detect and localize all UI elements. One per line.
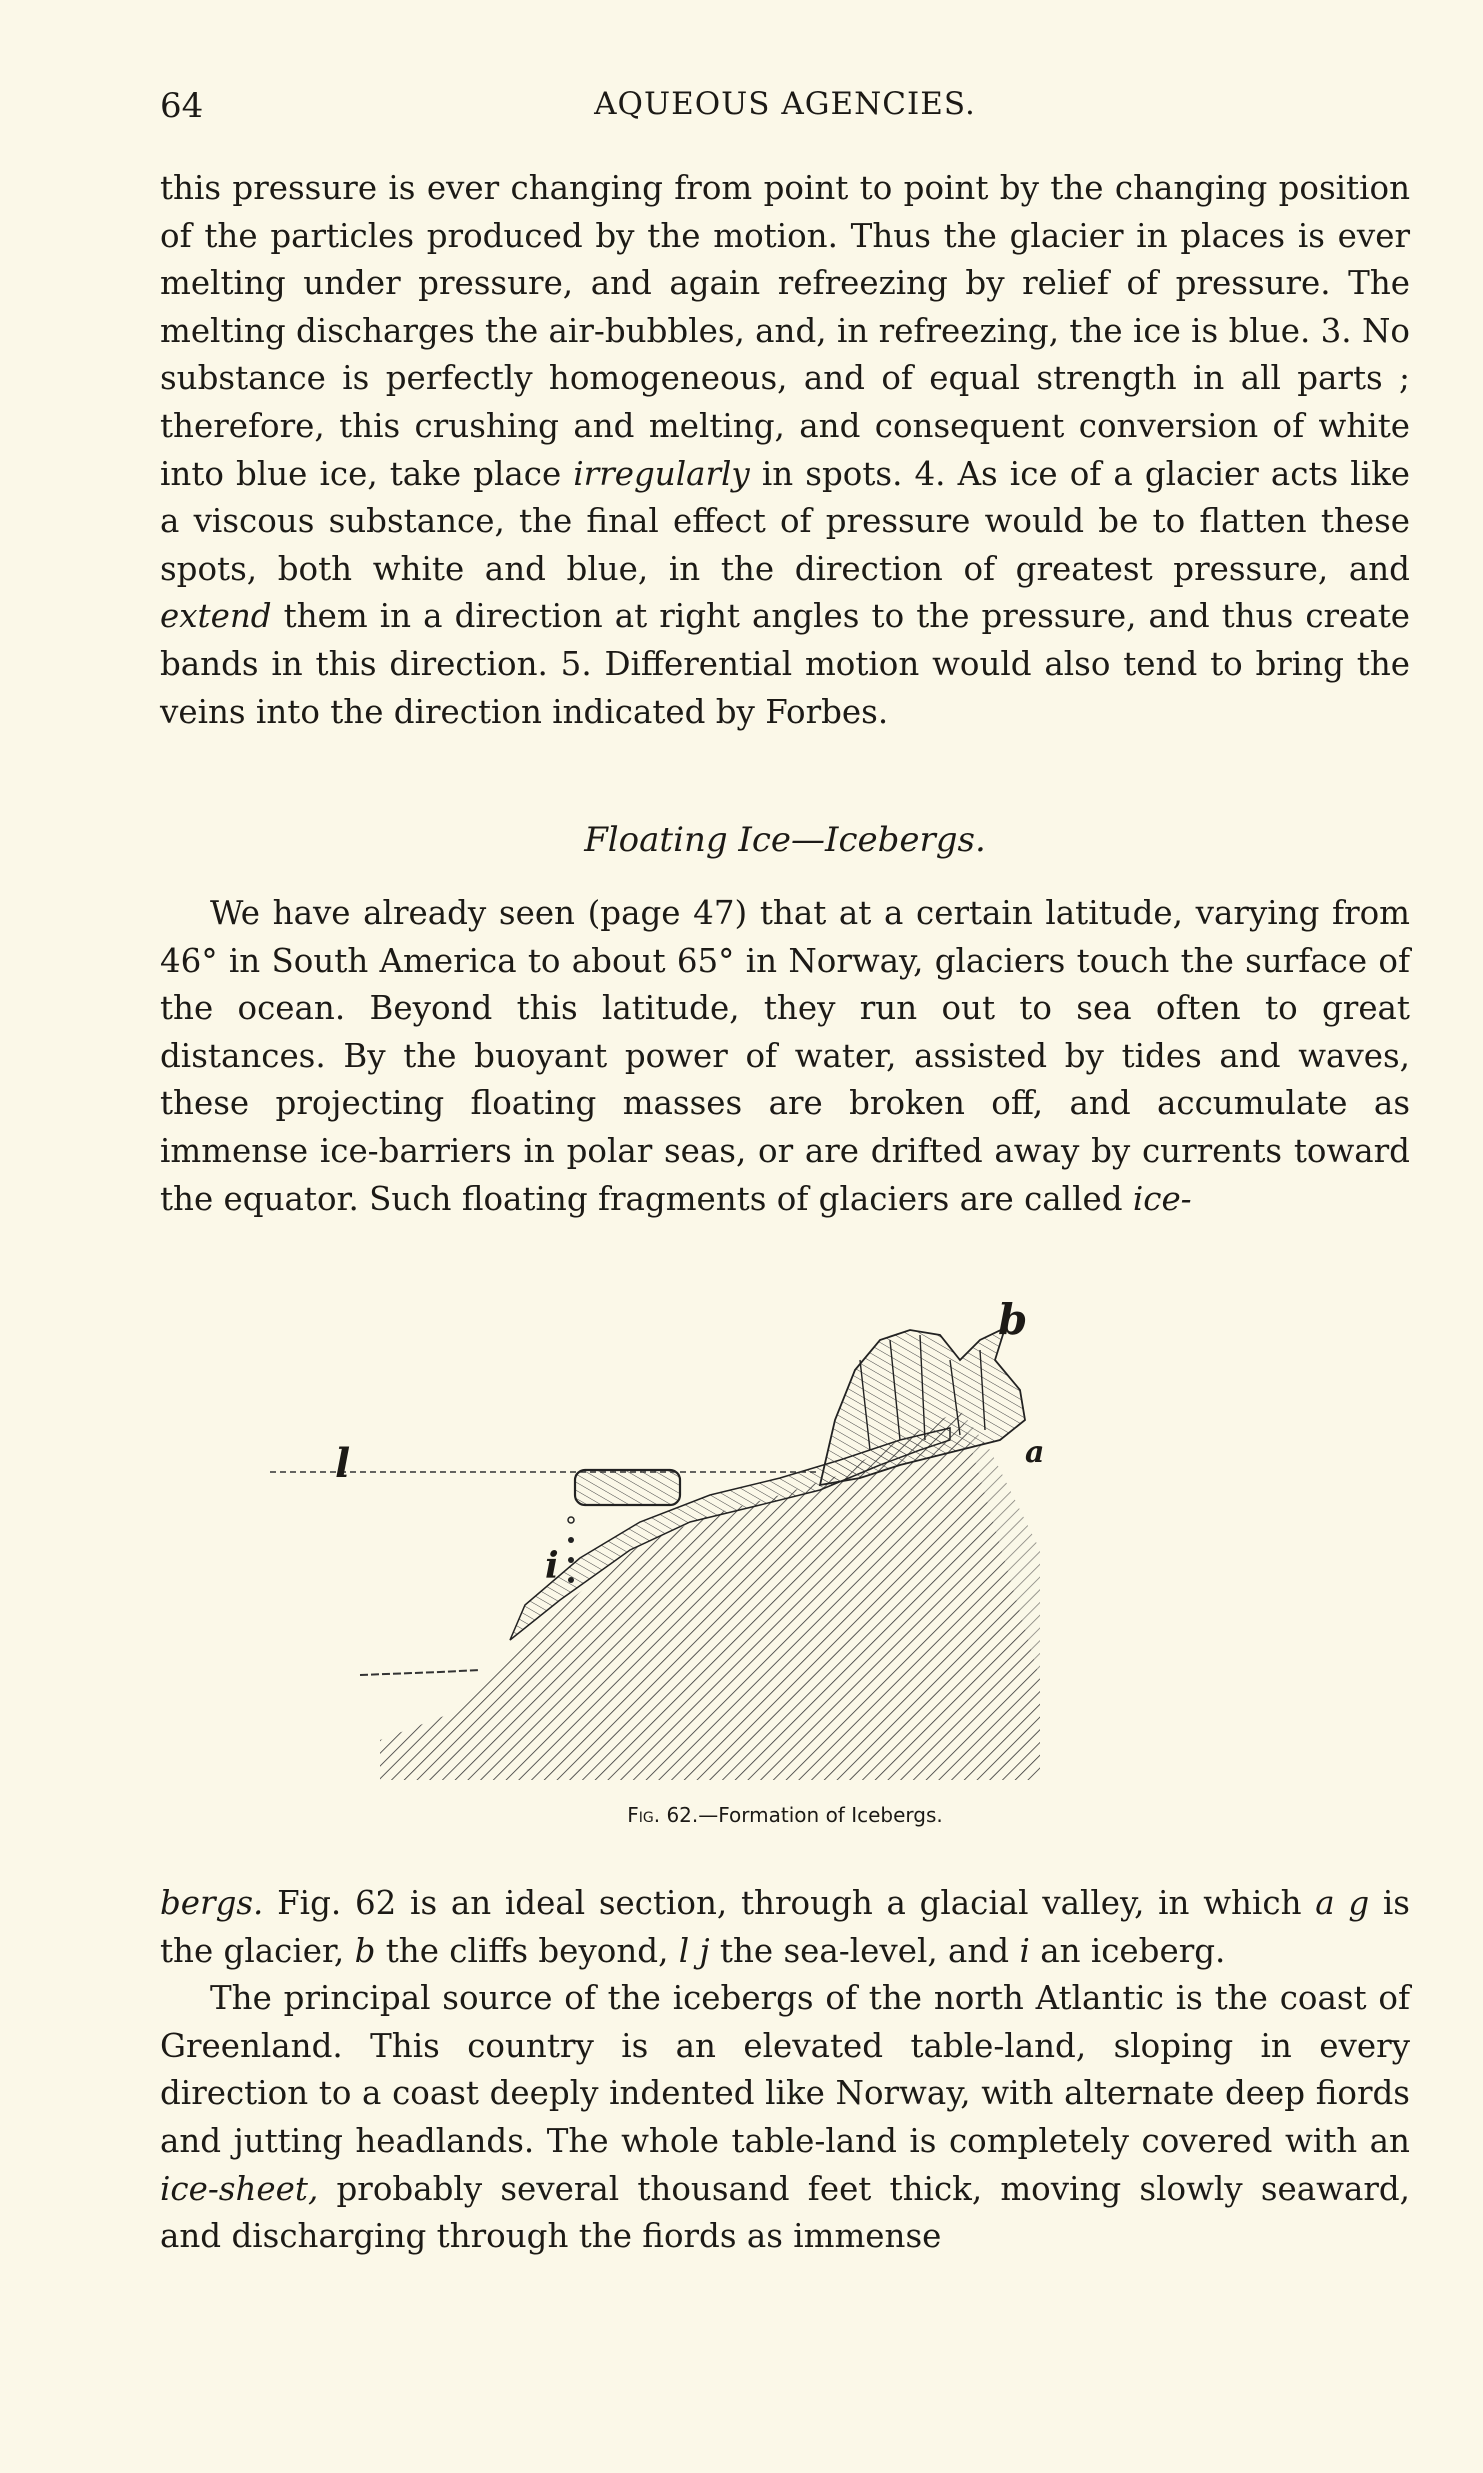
text-run: in spots. 4. As ice of a glacier acts like a viscous substance, the final effect of pressure would be to flatten these spots, both white and blue, in the direction of greatest pressure, and — [160, 454, 1410, 588]
text-run: The principal source of the icebergs of the north Atlantic is the coast of Greenland. This country is an elevated table-land, sloping in every direction to a coast deeply indented like Norway, with alternate deep fiords and jutting headlands. The whole table-land is completely covered with an — [160, 1979, 1410, 2160]
rock-bed — [380, 1410, 1040, 1780]
emphasis: a g — [1315, 1884, 1370, 1922]
emphasis: i — [1019, 1931, 1030, 1970]
emphasis: bergs. — [160, 1884, 264, 1922]
iceberg-figure — [260, 1295, 1330, 1800]
text-run: We have already seen (page 47) that at a certain latitude, varying from 46° in South America to about 65° in Norway, glaciers touch the surface of the ocean. Beyond this latitude, they run out to sea often to great distances. By the buoyant power of water, assisted by tides and waves, these projecting floating masses are broken off, and accumulate as immense ice-barriers in polar seas, or are drifted away by currents toward the equator. Such floating fragments of glaciers are called — [160, 894, 1410, 1218]
emphasis: ice- — [1132, 1179, 1192, 1218]
paragraph-pressure — [160, 165, 1410, 736]
emphasis: b — [354, 1931, 376, 1970]
iceberg-section-illustration — [260, 1300, 1330, 1800]
label-b: b — [998, 1295, 1028, 1344]
running-title: AQUEOUS AGENCIES. — [594, 86, 976, 122]
text-run: the sea-level, and — [709, 1931, 1020, 1970]
text-run: them in a direction at right angles to the pressure, and thus create bands in this direction. 5. Differential motion would also tend to bring the veins into the direction indicated by Forbes. — [160, 597, 1410, 731]
label-l: l — [335, 1440, 351, 1487]
iceberg — [575, 1470, 680, 1505]
label-a: a — [1025, 1435, 1045, 1470]
paragraph-icebergs — [160, 890, 1410, 1223]
text-run: is the glacier, — [160, 1884, 1410, 1970]
label-i: i — [545, 1545, 559, 1587]
page-number: 64 — [160, 86, 204, 126]
running-head — [160, 86, 1410, 136]
text-run: this pressure is ever changing from point to point by the changing position of the particles produced by the motion. Thus the glacier in places is ever melting under pressure, and again refreezing by relief of pressure. The melting discharges the air-bubbles, and, in refreezing, the ice is blue. 3. No substance is perfectly homogeneous, and of equal strength in all parts ; therefore, this crushing and melting, and consequent conversion of white into blue ice, take place — [160, 169, 1410, 493]
emphasis: irregularly — [573, 454, 750, 493]
emphasis: extend — [160, 597, 272, 636]
section-heading: Floating Ice—Icebergs. — [584, 820, 986, 860]
emphasis: ice-sheet, — [160, 2169, 319, 2208]
text-run: the cliffs beyond, — [375, 1931, 679, 1970]
text-run: Fig. 62 is an ideal section, through a glacial valley, in which — [263, 1884, 1316, 1922]
caption-text: —Formation of Icebergs. — [698, 1803, 943, 1827]
text-run: an iceberg. — [1029, 1931, 1226, 1970]
emphasis: l j — [678, 1931, 710, 1970]
text-run: probably several thousand feet thick, moving slowly seaward, and discharging through the fiords as immense — [160, 2169, 1410, 2256]
caption-figure-number: Fig. 62. — [627, 1803, 699, 1827]
figure-caption — [160, 1803, 1410, 1827]
paragraph-figure-description — [160, 1880, 1410, 2261]
